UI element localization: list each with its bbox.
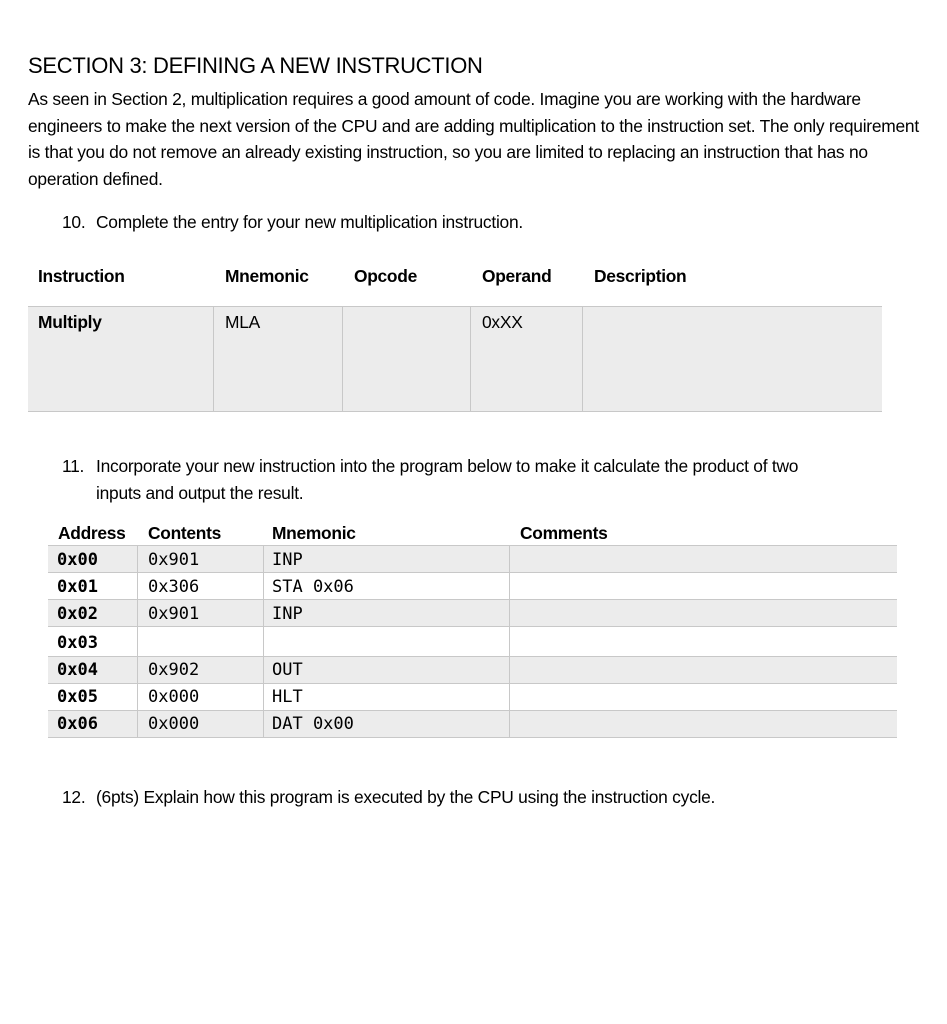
divider [342,307,343,411]
question-10-number: 10. [62,212,86,232]
cell-operand: 0xXX [482,312,523,332]
address-cell: 0x02 [57,604,98,624]
contents-cell: 0x306 [148,577,200,597]
question-10 [62,209,523,236]
header-comments: Comments [520,523,608,543]
address-cell: 0x06 [57,714,98,734]
header-description: Description [594,266,687,286]
question-12 [62,784,715,811]
contents-cell: 0x901 [148,550,200,570]
question-11-number: 11. [62,456,85,476]
divider [509,546,510,738]
contents-cell: 0x902 [148,660,200,680]
mnemonic-cell: STA 0x06 [272,577,354,597]
address-cell: 0x05 [57,687,98,707]
cell-mnemonic: MLA [225,312,261,332]
question-12-text: (6pts) Explain how this program is executed by the CPU using the instruction cycle. [96,787,716,807]
divider [263,546,264,738]
mnemonic-cell: OUT [272,660,303,680]
header-contents: Contents [148,523,221,543]
question-11-line2: inputs and output the result. [96,482,304,503]
header-instruction: Instruction [38,266,125,286]
contents-cell: 0x901 [148,604,200,624]
contents-cell: 0x000 [148,714,200,734]
header-opcode: Opcode [354,266,417,286]
mnemonic-cell: DAT 0x00 [272,714,354,734]
question-10-text: Complete the entry for your new multiplication instruction. [96,212,523,232]
address-cell: 0x01 [57,577,98,597]
question-11 [62,453,927,506]
divider [470,307,471,411]
address-cell: 0x04 [57,660,98,680]
mnemonic-cell: INP [272,604,303,624]
instruction-row [28,306,882,412]
table-row [48,630,897,657]
header-mnemonic: Mnemonic [272,523,356,543]
divider [582,307,583,411]
divider [213,307,214,411]
cell-instruction: Multiply [38,312,102,332]
header-mnemonic: Mnemonic [225,266,309,286]
header-address: Address [58,523,126,543]
contents-cell: 0x000 [148,687,200,707]
question-11-line1: Incorporate your new instruction into the program below to make it calculate the product of two [96,456,799,476]
mnemonic-cell: INP [272,550,303,570]
intro-paragraph: As seen in Section 2, multiplication requires a good amount of code. Imagine you are working with the hardware engineers to make the next version of the CPU and are adding multiplication to the instruction set. The only requirement is that you do not remove an already existing instruction, so you are limited to replacing an instruction that has no operation defined. [28,89,919,190]
mnemonic-cell: HLT [272,687,303,707]
address-cell: 0x00 [57,550,98,570]
section-title: SECTION 3: DEFINING A NEW INSTRUCTION [28,53,483,78]
question-12-number: 12. [62,787,86,807]
header-operand: Operand [482,266,552,286]
divider [137,546,138,738]
address-cell: 0x03 [57,633,98,653]
